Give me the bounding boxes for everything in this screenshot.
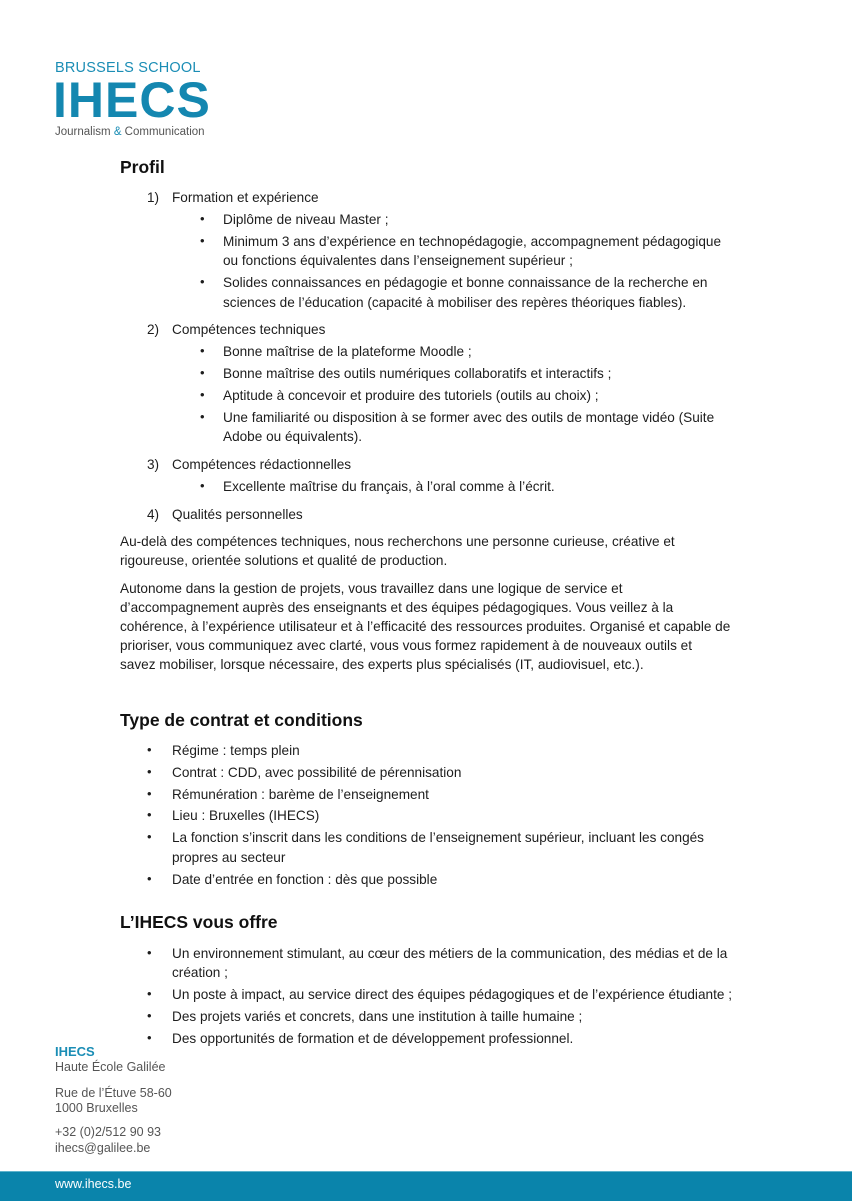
- list-item: Aptitude à concevoir et produire des tutoriels (outils au choix) ;: [223, 388, 599, 403]
- section-label: Compétences rédactionnelles: [172, 457, 352, 472]
- list-item: Des opportunités de formation et de développement professionnel.: [172, 1031, 574, 1046]
- paragraph-line: cohérence, à l’expérience utilisateur et à l’efficacité des ressources produites. Organisé et capable de: [120, 619, 731, 634]
- footer-phone: +32 (0)2/512 90 93: [55, 1125, 161, 1139]
- list-item: Excellente maîtrise du français, à l’oral comme à l’écrit.: [223, 479, 555, 494]
- list-item: Des projets variés et concrets, dans une institution à taille humaine ;: [172, 1009, 583, 1024]
- section-number: 2): [147, 322, 160, 337]
- bullet-icon: •: [147, 764, 152, 779]
- list-item-cont: création ;: [172, 965, 228, 980]
- list-item: Contrat : CDD, avec possibilité de pérennisation: [172, 765, 462, 780]
- list-item: Minimum 3 ans d’expérience en technopédagogie, accompagnement pédagogique: [223, 234, 722, 249]
- bullet-icon: •: [147, 829, 152, 844]
- bullet-icon: •: [147, 807, 152, 822]
- list-item: Un poste à impact, au service direct des équipes pédagogiques et de l’expérience étudiante ;: [172, 987, 732, 1002]
- bullet-icon: •: [200, 478, 205, 493]
- bullet-icon: •: [147, 945, 152, 960]
- list-item: Diplôme de niveau Master ;: [223, 212, 389, 227]
- logo-ampersand: &: [113, 126, 122, 138]
- footer-address-line2: 1000 Bruxelles: [55, 1101, 138, 1115]
- section-label: Compétences techniques: [172, 322, 326, 337]
- bullet-icon: •: [200, 211, 205, 226]
- section-title-profil: Profil: [120, 157, 165, 177]
- list-item-cont: Adobe ou équivalents).: [223, 429, 363, 444]
- list-item-cont: propres au secteur: [172, 850, 286, 865]
- bullet-icon: •: [200, 233, 205, 248]
- section-number: 1): [147, 190, 160, 205]
- list-item: Bonne maîtrise de la plateforme Moodle ;: [223, 344, 472, 359]
- section-number: 3): [147, 457, 160, 472]
- section-title-offre: L’IHECS vous offre: [120, 912, 278, 932]
- section-title-contrat: Type de contrat et conditions: [120, 710, 363, 730]
- section-label: Formation et expérience: [172, 190, 319, 205]
- list-item: La fonction s’inscrit dans les conditions de l’enseignement supérieur, incluant les congés: [172, 830, 704, 845]
- list-item: Solides connaissances en pédagogie et bonne connaissance de la recherche en: [223, 275, 708, 290]
- list-item: Bonne maîtrise des outils numériques collaboratifs et interactifs ;: [223, 366, 612, 381]
- bullet-icon: •: [147, 1008, 152, 1023]
- bullet-icon: •: [200, 409, 205, 424]
- logo-subtitle-b: Communication: [121, 126, 205, 138]
- list-item: Régime : temps plein: [172, 743, 300, 758]
- bullet-icon: •: [200, 274, 205, 289]
- footer-address-line1: Rue de l’Étuve 58-60: [55, 1086, 172, 1100]
- bullet-icon: •: [147, 742, 152, 757]
- logo-wordmark: IHECS: [53, 72, 211, 128]
- bullet-icon: •: [200, 365, 205, 380]
- bullet-icon: •: [147, 1030, 152, 1045]
- footer-institution: IHECS: [55, 1044, 95, 1059]
- logo-tagline: BRUSSELS SCHOOL: [55, 60, 201, 76]
- bullet-icon: •: [147, 986, 152, 1001]
- list-item: Une familiarité ou disposition à se former avec des outils de montage vidéo (Suite: [223, 410, 715, 425]
- bullet-icon: •: [200, 343, 205, 358]
- paragraph-line: savez mobiliser, lorsque nécessaire, des experts plus spécialisés (IT, audiovisuel, etc.).: [120, 657, 644, 672]
- bullet-icon: •: [147, 786, 152, 801]
- list-item-cont: sciences de l’éducation (capacité à mobiliser des repères théoriques fiables).: [223, 295, 687, 310]
- paragraph-line: Autonome dans la gestion de projets, vous travaillez dans une logique de service et: [120, 581, 623, 596]
- footer-school: Haute École Galilée: [55, 1060, 166, 1074]
- bullet-icon: •: [200, 387, 205, 402]
- bullet-icon: •: [147, 871, 152, 886]
- list-item: Lieu : Bruxelles (IHECS): [172, 808, 320, 823]
- footer-website-link[interactable]: www.ihecs.be: [55, 1177, 132, 1191]
- section-label: Qualités personnelles: [172, 507, 303, 522]
- paragraph-line: prioriser, vous communiquez avec clarté, vous vous formez rapidement à de nouveaux outils et: [120, 638, 692, 653]
- paragraph-line: Au-delà des compétences techniques, nous recherchons une personne curieuse, créative et: [120, 534, 675, 549]
- section-number: 4): [147, 507, 160, 522]
- paragraph-line: d’accompagnement auprès des enseignants et des équipes pédagogiques. Vous veillez à la: [120, 600, 674, 615]
- list-item-cont: ou fonctions équivalentes dans l’enseignement supérieur ;: [223, 253, 573, 268]
- footer-email[interactable]: ihecs@galilee.be: [55, 1141, 151, 1155]
- logo-subtitle: [55, 126, 205, 138]
- list-item: Un environnement stimulant, au cœur des métiers de la communication, des médias et de la: [172, 946, 728, 961]
- list-item: Date d’entrée en fonction : dès que possible: [172, 872, 438, 887]
- list-item: Rémunération : barème de l’enseignement: [172, 787, 429, 802]
- logo-subtitle-a: Journalism: [55, 126, 114, 138]
- paragraph-line: rigoureuse, orientée solutions et qualité de production.: [120, 553, 448, 568]
